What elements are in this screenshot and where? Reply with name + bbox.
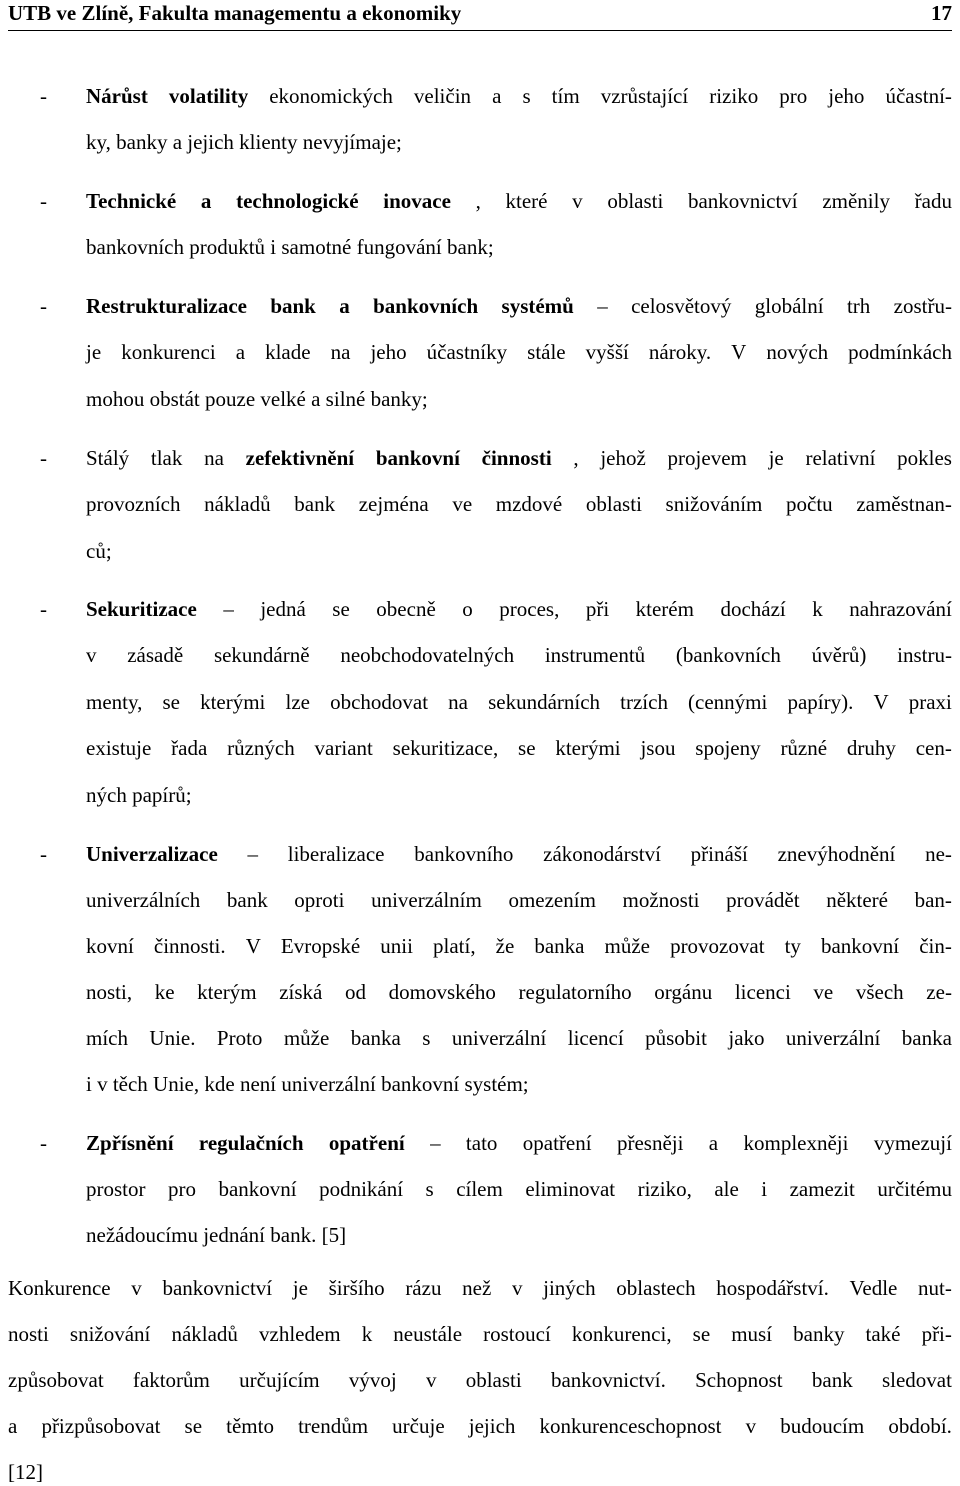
bullet-2-line: Technické a technologické inovace , které v oblasti bankovnictví změnily řadu: [86, 189, 952, 213]
bullet-6-line: kovní činnosti. V Evropské unii platí, že banka může provozovat ty bankovní čin-: [86, 934, 952, 958]
bullet-3-line: Restrukturalizace bank a bankovních systémů – celosvětový globální trh zostřu-: [86, 294, 952, 318]
bullet-1-line: Nárůst volatility ekonomických veličin a s tím vzrůstající riziko pro jeho účastní-: [86, 84, 952, 108]
paragraph-line: [12]: [8, 1460, 43, 1484]
bullet-1-line: ky, banky a jejich klienty nevyjímaje;: [86, 130, 402, 154]
paragraph-line: způsobovat faktorům určujícím vývoj v oblasti bankovnictví. Schopnost bank sledovat: [8, 1368, 952, 1392]
bullet-4-line: Stálý tlak na zefektivnění bankovní činnosti , jehož projevem je relativní pokles: [86, 446, 952, 470]
bullet-4-line: provozních nákladů bank zejména ve mzdové oblasti snižováním počtu zaměstnan-: [86, 492, 952, 516]
bullet-4-line: ců;: [86, 539, 112, 563]
page-number: 17: [931, 1, 952, 25]
bullet-5-line: Sekuritizace – jedná se obecně o proces, při kterém dochází k nahrazování: [86, 597, 952, 621]
paragraph-line: Konkurence v bankovnictví je širšího rázu než v jiných oblastech hospodářství. Vedle nut-: [8, 1276, 952, 1300]
bullet-marker: -: [40, 84, 47, 108]
bullet-marker: -: [40, 294, 47, 318]
bullet-6-line: i v těch Unie, kde není univerzální bankovní systém;: [86, 1072, 529, 1096]
bullet-7-line: prostor pro bankovní podnikání s cílem eliminovat riziko, ale i zamezit určitému: [86, 1177, 952, 1201]
bullet-5-line: v zásadě sekundárně neobchodovatelných instrumentů (bankovních úvěrů) instru-: [86, 643, 952, 667]
bullet-6-line: mích Unie. Proto může banka s univerzální licencí působit jako univerzální banka: [86, 1026, 952, 1050]
bullet-marker: -: [40, 1131, 47, 1155]
paragraph-line: nosti snižování nákladů vzhledem k neustále rostoucí konkurenci, se musí banky také při-: [8, 1322, 952, 1346]
bullet-2-line: bankovních produktů i samotné fungování bank;: [86, 235, 494, 259]
paragraph-line: a přizpůsobovat se těmto trendům určuje jejich konkurenceschopnost v budoucím období.: [8, 1414, 952, 1438]
bullet-marker: -: [40, 842, 47, 866]
bullet-3-line: je konkurenci a klade na jeho účastníky stále vyšší nároky. V nových podmínkách: [86, 340, 952, 364]
bullet-5-line: menty, se kterými lze obchodovat na sekundárních trzích (cennými papíry). V praxi: [86, 690, 952, 714]
bullet-7-line: Zpřísnění regulačních opatření – tato opatření přesněji a komplexněji vymezují: [86, 1131, 952, 1155]
bullet-marker: -: [40, 189, 47, 213]
bullet-6-line: Univerzalizace – liberalizace bankovního zákonodárství přináší znevýhodnění ne-: [86, 842, 952, 866]
bullet-5-line: ných papírů;: [86, 783, 192, 807]
bullet-7-line: nežádoucímu jednání bank. [5]: [86, 1223, 347, 1247]
bullet-3-line: mohou obstát pouze velké a silné banky;: [86, 387, 428, 411]
bullet-5-line: existuje řada různých variant sekuritizace, se kterými jsou spojeny různé druhy cen-: [86, 736, 952, 760]
header-title: UTB ve Zlíně, Fakulta managementu a ekonomiky: [8, 1, 462, 25]
bullet-6-line: nosti, ke kterým získá od domovského regulatorního orgánu licenci ve všech ze-: [86, 980, 952, 1004]
bullet-marker: -: [40, 597, 47, 621]
bullet-6-line: univerzálních bank oproti univerzálním omezením možnosti provádět některé ban-: [86, 888, 952, 912]
page-header: [8, 0, 952, 31]
bullet-marker: -: [40, 446, 47, 470]
